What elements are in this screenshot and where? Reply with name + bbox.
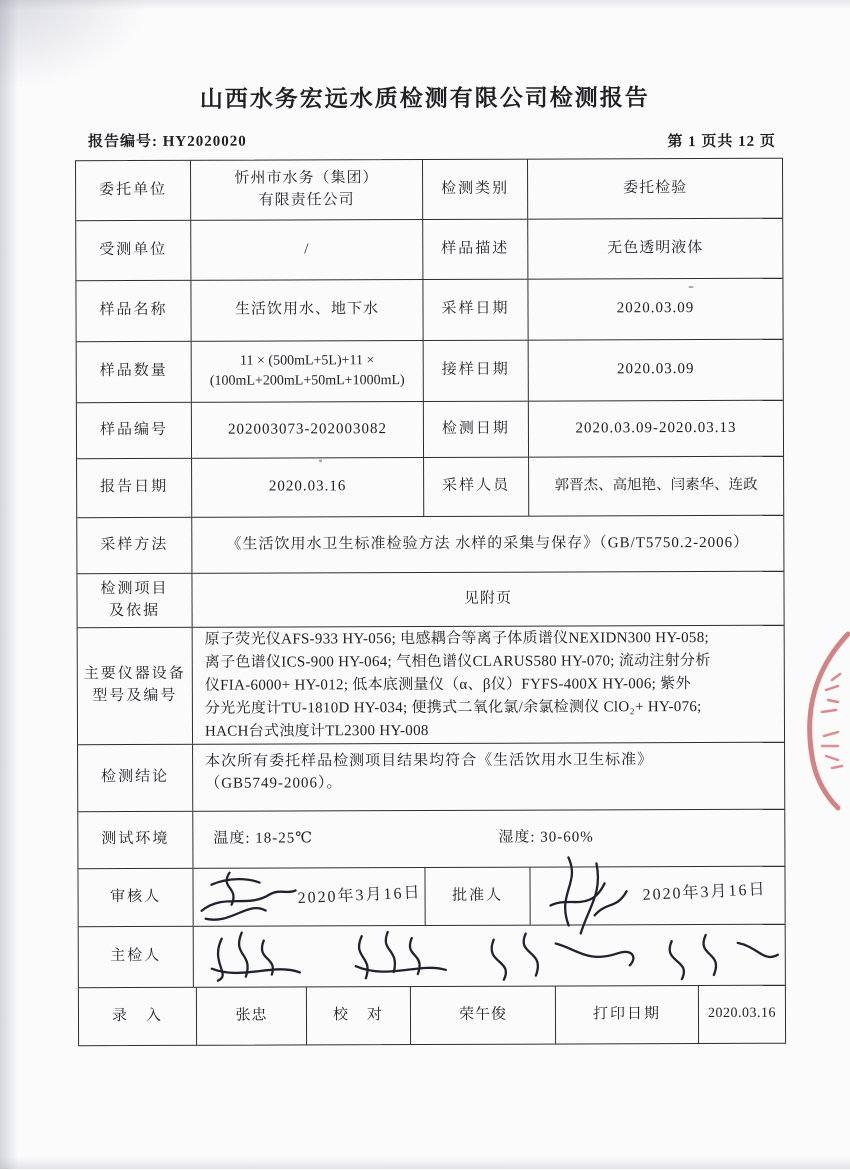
row-value: 无色透明液体 xyxy=(607,239,704,256)
reviewer-signature-cell xyxy=(193,868,425,926)
approve-date: 2020年3月16日 xyxy=(642,881,767,904)
proof-label: 校 对 xyxy=(307,987,411,1044)
inspector-signatures xyxy=(194,917,785,995)
table-row-inspector xyxy=(79,925,785,988)
table-row-items-basis xyxy=(77,572,783,628)
row-value: 2020.03.09 xyxy=(616,361,695,378)
table-row-conclusion xyxy=(78,743,784,812)
row-label: 主要仪器设备 型号及编号 xyxy=(78,628,193,744)
page-title: 山西水务宏远水质检测有限公司检测报告 xyxy=(199,85,650,112)
table-row-environment xyxy=(78,810,784,869)
scan-speck xyxy=(319,459,322,462)
table-row xyxy=(77,457,783,518)
row-label: 主检人 xyxy=(79,927,194,987)
scan-speck xyxy=(688,286,693,288)
row-label: 样品名称 xyxy=(76,281,191,341)
table-row-footer xyxy=(79,986,785,1045)
environment-temperature: 温度: 18-25℃ xyxy=(213,830,314,847)
row-value xyxy=(193,810,784,868)
row-value: 郭晋杰、高旭艳、闫素华、连政 xyxy=(554,477,758,495)
entry-value: 张忠 xyxy=(197,987,307,1044)
page-indicator: 第 1 页共 12 页 xyxy=(667,133,776,151)
table-row xyxy=(76,279,782,342)
row-value: / xyxy=(191,220,423,280)
row-value: 《生活饮用水卫生标准检验方法 水样的采集与保存》（GB/T5750.2-2006） xyxy=(226,534,750,553)
row-label: 审核人 xyxy=(78,869,193,926)
row-value: 见附页 xyxy=(463,590,513,607)
row-value: 本次所有委托样品检测项目结果均符合《生活饮用水卫生标准》 （GB5749-2006）。 xyxy=(205,752,654,792)
row-value: 2020.03.16 xyxy=(192,458,424,517)
row-label: 受测单位 xyxy=(76,221,191,280)
review-date: 2020年3月16日 xyxy=(297,884,422,908)
row-value: 生活饮用水、地下水 xyxy=(191,280,423,341)
row-label: 样品数量 xyxy=(77,342,192,402)
row-label: 委托单位 xyxy=(76,161,191,220)
row-label: 检测类别 xyxy=(423,160,528,219)
row-label: 批准人 xyxy=(425,868,530,925)
row-value: 委托检验 xyxy=(623,179,688,196)
reviewer-signature xyxy=(195,864,305,928)
table-row-review xyxy=(78,867,784,927)
table-row xyxy=(76,159,782,221)
table-row xyxy=(77,401,783,459)
row-label: 采样日期 xyxy=(423,280,528,340)
row-value: 202003073-202003082 xyxy=(192,402,424,458)
row-value: 原子荧光仪AFS-933 HY-056; 电感耦合等离子体质谱仪NEXIDN300 HY-058; 离子色谱仪ICS-900 HY-064; 气相色谱仪CLARUS580 HY-070; 流动注射分析 仪FIA-6000+ HY-012; 低本底测量仪（α、β仪）FYFS-400X HY-006; 紫外 分光光度计TU-1810D HY-034; 便携式二氧化氯/余氯检测仪 ClO₂+ HY-076; HACH台式浊度计TL2300 HY-008 xyxy=(204,629,711,740)
row-label: 样品描述 xyxy=(423,220,528,279)
row-label: 采样方法 xyxy=(77,518,192,573)
row-label: 测试环境 xyxy=(78,812,193,868)
inspector-signatures-cell xyxy=(194,925,785,987)
row-label: 检测结论 xyxy=(78,745,193,811)
row-label: 样品编号 xyxy=(77,403,192,458)
environment-humidity: 湿度: 30-60% xyxy=(498,829,594,846)
row-label: 接样日期 xyxy=(424,341,529,401)
row-value: 2020.03.09-2020.03.13 xyxy=(575,419,737,437)
entry-label: 录 入 xyxy=(79,988,197,1045)
proof-value: 荣午俊 xyxy=(411,987,556,1045)
approver-signature-cell xyxy=(530,867,784,925)
row-label: 采样人员 xyxy=(424,458,529,516)
report-number: 报告编号: HY2020020 xyxy=(87,133,247,151)
print-date-value: 2020.03.16 xyxy=(707,1006,777,1022)
row-label: 检测项目 及依据 xyxy=(77,574,192,627)
print-date-label: 打印日期 xyxy=(556,986,699,1043)
row-label: 检测日期 xyxy=(424,402,529,457)
table-row-instruments xyxy=(78,626,784,745)
row-value: 忻州市水务（集团） 有限责任公司 xyxy=(191,160,423,220)
table-row-sampling-method xyxy=(77,516,783,574)
row-value: 11 × (500mL+5L)+11 × (100mL+200mL+50mL+1000mL) xyxy=(192,341,424,402)
row-label: 报告日期 xyxy=(77,459,192,517)
table-row xyxy=(76,219,782,281)
row-value: 2020.03.09 xyxy=(616,300,695,317)
report-table xyxy=(75,158,786,1046)
table-row xyxy=(77,340,783,403)
